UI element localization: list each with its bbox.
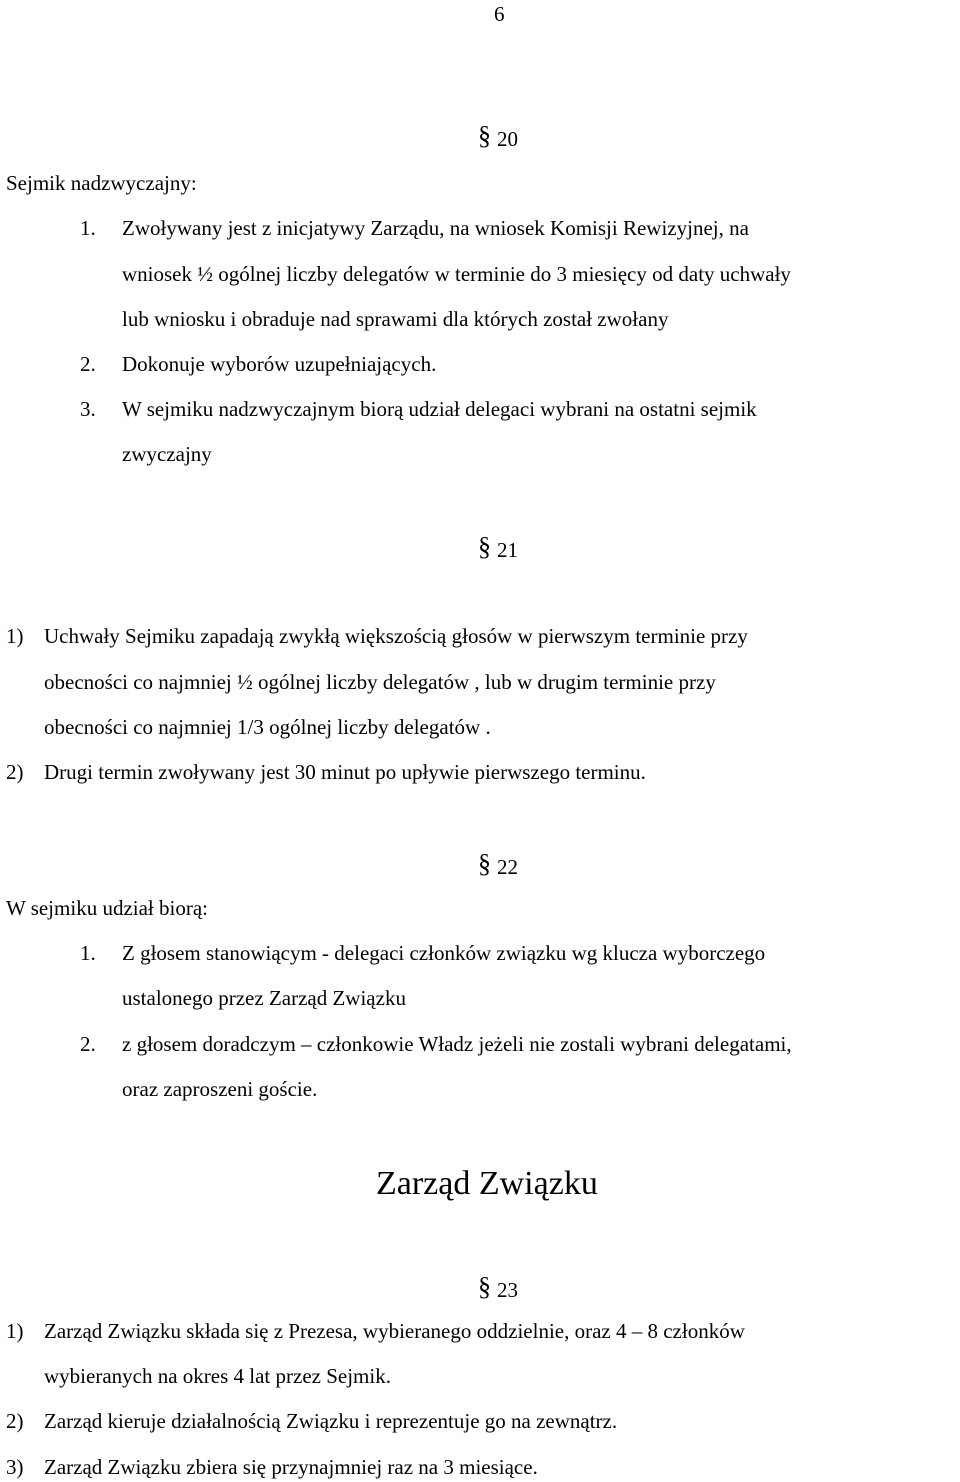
- list-item-text: Dokonuje wyborów uzupełniających.: [122, 352, 437, 376]
- chapter-heading: Zarząd Związku: [376, 1165, 598, 1202]
- section-number: 23: [497, 1278, 518, 1302]
- list-item-text: Drugi termin zwoływany jest 30 minut po upływie pierwszego terminu.: [44, 760, 646, 784]
- list-item-text: Z głosem stanowiącym - delegaci członków związku wg klucza wyborczego: [122, 941, 766, 965]
- list-item-text: wniosek ½ ogólnej liczby delegatów w terminie do 3 miesięcy od daty uchwały: [122, 262, 791, 286]
- list-item-text: oraz zaproszeni goście.: [122, 1077, 318, 1101]
- list-item-text: W sejmiku nadzwyczajnym biorą udział delegaci wybrani na ostatni sejmik: [122, 397, 757, 421]
- section-heading-20: [478, 122, 518, 153]
- section-intro: Sejmik nadzwyczajny:: [6, 171, 197, 195]
- list-item-text: Zarząd kieruje działalnością Związku i reprezentuje go na zewnątrz.: [44, 1409, 618, 1433]
- list-item-number: 3): [6, 1455, 24, 1479]
- section-intro: W sejmiku udział biorą:: [6, 896, 208, 920]
- list-item-number: 2.: [80, 352, 96, 376]
- section-sign: §: [478, 849, 491, 878]
- section-number: 21: [497, 538, 518, 562]
- list-item-number: 2.: [80, 1032, 96, 1056]
- list-item-number: 3.: [80, 397, 96, 421]
- list-item-text: wybieranych na okres 4 lat przez Sejmik.: [44, 1364, 391, 1388]
- list-item-text: ustalonego przez Zarząd Związku: [122, 986, 406, 1010]
- list-item-number: 2): [6, 760, 24, 784]
- list-item-number: 1.: [80, 941, 96, 965]
- section-sign: §: [478, 532, 491, 561]
- list-item-text: obecności co najmniej ½ ogólnej liczby delegatów , lub w drugim terminie przy: [44, 670, 716, 694]
- list-item-text: zwyczajny: [122, 442, 212, 466]
- section-heading-21: [478, 533, 518, 564]
- list-item-text: obecności co najmniej 1/3 ogólnej liczby delegatów .: [44, 715, 491, 739]
- section-heading-23: [478, 1273, 518, 1304]
- list-item-text: Uchwały Sejmiku zapadają zwykłą większością głosów w pierwszym terminie przy: [44, 624, 748, 648]
- list-item-number: 1): [6, 624, 24, 648]
- section-sign: §: [478, 1272, 491, 1301]
- list-item-text: z głosem doradczym – członkowie Władz jeżeli nie zostali wybrani delegatami,: [122, 1032, 792, 1056]
- section-number: 20: [497, 127, 518, 151]
- list-item-text: Zarząd Związku składa się z Prezesa, wybieranego oddzielnie, oraz 4 – 8 członków: [44, 1319, 745, 1343]
- section-sign: §: [478, 121, 491, 150]
- page-number: 6: [494, 2, 505, 26]
- list-item-text: Zwoływany jest z inicjatywy Zarządu, na wniosek Komisji Rewizyjnej, na: [122, 216, 749, 240]
- section-number: 22: [497, 855, 518, 879]
- list-item-number: 1): [6, 1319, 24, 1343]
- list-item-number: 2): [6, 1409, 24, 1433]
- list-item-text: Zarząd Związku zbiera się przynajmniej raz na 3 miesiące.: [44, 1455, 538, 1479]
- section-heading-22: [478, 850, 518, 881]
- list-item-number: 1.: [80, 216, 96, 240]
- list-item-text: lub wniosku i obraduje nad sprawami dla których został zwołany: [122, 307, 669, 331]
